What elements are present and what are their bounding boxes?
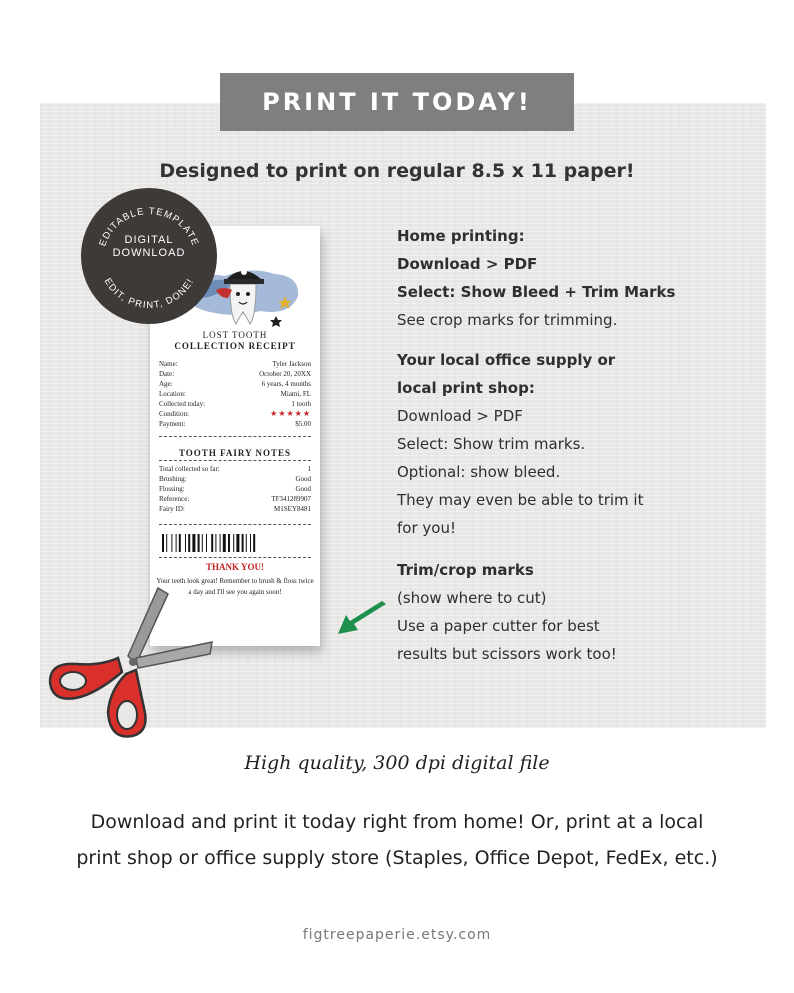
banner-title: PRINT IT TODAY!: [262, 88, 532, 116]
receipt-row: Name: Tyler Jackson: [159, 360, 311, 368]
receipt-row: Brushing: Good: [159, 475, 311, 483]
receipt-notes: [159, 464, 311, 514]
shop-url[interactable]: figtreepaperie.etsy.com: [302, 927, 492, 943]
divider: [159, 460, 311, 461]
badge-bottom-text: EDIT, PRINT, DONE!: [101, 276, 197, 312]
home-step2: Select: Show Bleed + Trim Marks: [397, 283, 676, 301]
receipt-row: Flossing: Good: [159, 485, 311, 493]
shop-line5: for you!: [397, 519, 456, 537]
shop-heading1: Your local office supply or: [397, 351, 616, 369]
receipt-row: Payment: $5.00: [159, 420, 311, 428]
arrow-icon: [334, 598, 390, 640]
receipt-row: Fairy ID: M1SEY8481: [159, 505, 311, 513]
badge-line1: DIGITAL: [124, 234, 174, 246]
receipt-row: Age: 6 years, 4 months: [159, 380, 311, 388]
receipt-message: Your teeth look great! Remember to brush & floss twice a day and I'll see you again soon!: [156, 577, 314, 596]
download-info-line2: print shop or office supply store (Staples, Office Depot, FedEx, etc.): [76, 847, 718, 869]
print-instructions: [397, 222, 697, 668]
svg-text:EDIT, PRINT, DONE!: [102, 276, 197, 311]
rating-stars: ★★★★★: [270, 409, 311, 418]
receipt-row: Total collected so far: 1: [159, 465, 311, 473]
shop-line2: Select: Show trim marks.: [397, 435, 586, 453]
trim-heading: Trim/crop marks: [397, 561, 534, 579]
receipt-title-line1: LOST TOOTH: [202, 330, 268, 340]
trim-line3: results but scissors work too!: [397, 645, 617, 663]
quality-tagline: High quality, 300 dpi digital file: [244, 752, 550, 774]
receipt-row: Date: October 20, 20XX: [159, 370, 311, 378]
shop-line3: Optional: show bleed.: [397, 463, 561, 481]
home-step1: Download > PDF: [397, 255, 538, 273]
badge-line2: DOWNLOAD: [112, 247, 186, 259]
receipt-thanks: THANK YOU!: [206, 562, 264, 572]
download-info: [20, 804, 774, 876]
receipt-row: Reference: TF341289907: [159, 495, 311, 503]
shop-heading2: local print shop:: [397, 379, 535, 397]
receipt-notes-title: TOOTH FAIRY NOTES: [178, 448, 292, 458]
scissors-icon: [40, 586, 215, 751]
home-note: See crop marks for trimming.: [397, 311, 618, 329]
home-heading: Home printing:: [397, 227, 525, 245]
trim-line2: Use a paper cutter for best: [397, 617, 600, 635]
download-info-line1: Download and print it today right from home! Or, print at a local: [90, 811, 704, 833]
shop-line1: Download > PDF: [397, 407, 523, 425]
divider: [159, 436, 311, 437]
receipt-row: Condition: ★★★★★: [159, 409, 311, 418]
title-banner: [220, 73, 574, 131]
subtitle: Designed to print on regular 8.5 x 11 paper!: [159, 160, 635, 182]
shop-line4: They may even be able to trim it: [397, 491, 644, 509]
divider: [159, 524, 311, 525]
receipt-title-line2: COLLECTION RECEIPT: [174, 341, 296, 351]
trim-line1: (show where to cut): [397, 589, 547, 607]
receipt-row: Location: Miami, FL: [159, 390, 311, 398]
receipt-details: [159, 359, 311, 429]
divider: [159, 557, 311, 558]
badge-top-text: EDITABLE TEMPLATE: [97, 205, 201, 248]
barcode-icon: [162, 534, 308, 552]
digital-download-badge: [81, 188, 217, 324]
receipt-row: Collected today: 1 tooth: [159, 400, 311, 408]
badge-center: [81, 234, 217, 260]
